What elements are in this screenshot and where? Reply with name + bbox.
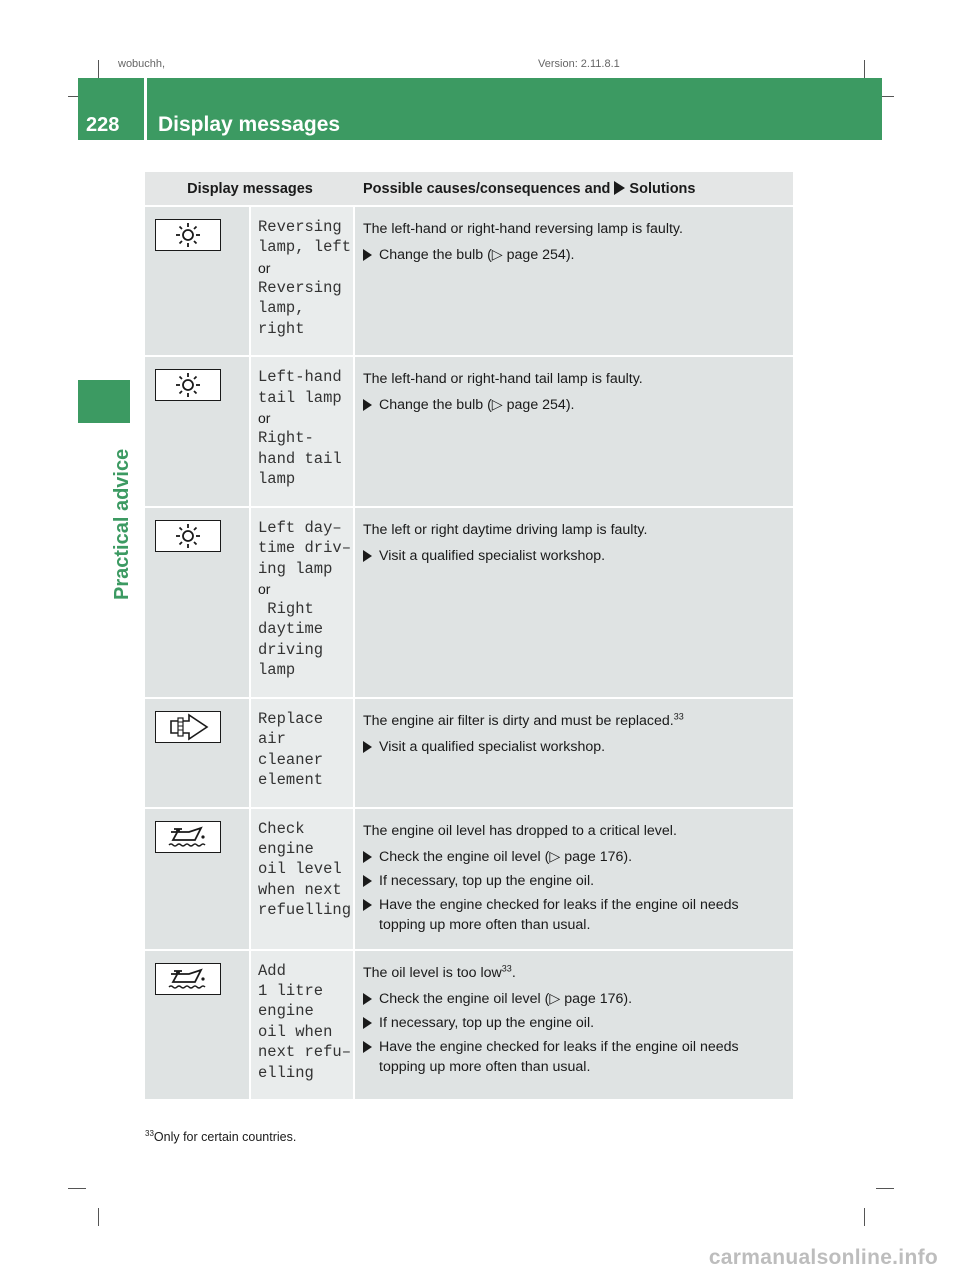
solution-step-text: Visit a qualified specialist workshop.	[379, 547, 606, 564]
solution-step	[363, 989, 785, 1009]
cause-text: The left or right daytime driving lamp is faulty.	[363, 521, 648, 538]
bulb-icon	[155, 369, 221, 401]
display-message-alt-text: Reversing lamp, right	[258, 278, 342, 338]
air-filter-icon	[155, 711, 221, 743]
display-message-text: Check engine oil level when next refuelling	[258, 819, 352, 920]
watermark: carmanualsonline.info	[708, 1246, 938, 1269]
action-arrow-icon	[363, 993, 372, 1005]
footnote-ref: 33	[501, 962, 512, 973]
solution-step	[363, 1037, 785, 1077]
cause-text: The engine air filter is dirty and must be replaced.	[363, 712, 674, 729]
solution-cell	[353, 357, 793, 505]
cause-text: The engine oil level has dropped to a critical level.	[363, 822, 677, 839]
solution-step-text: Visit a qualified specialist workshop.	[379, 738, 606, 755]
solution-step-text: Check the engine oil level (▷ page 176).	[379, 990, 633, 1007]
cause-description	[363, 963, 785, 983]
solution-step-text: If necessary, top up the engine oil.	[379, 1014, 595, 1031]
solution-step	[363, 1013, 785, 1033]
crop-mark	[68, 1188, 86, 1189]
solution-step	[363, 847, 785, 867]
solution-step-text: If necessary, top up the engine oil.	[379, 872, 595, 889]
action-arrow-icon	[363, 875, 372, 887]
message-cell	[249, 508, 353, 697]
solution-step-text: Check the engine oil level (▷ page 176).	[379, 848, 633, 865]
crop-mark	[864, 60, 865, 78]
solution-step	[363, 871, 785, 891]
or-label: or	[258, 410, 271, 427]
meta-version: Version: 2.11.8.1	[538, 58, 620, 70]
message-cell	[249, 207, 353, 355]
action-arrow-icon	[363, 851, 372, 863]
col-solutions-label: Solutions	[629, 180, 696, 197]
table-header	[145, 172, 793, 205]
message-cell	[249, 951, 353, 1099]
solution-cell	[353, 809, 793, 949]
display-message-alt-text: Right- hand tail lamp	[258, 429, 342, 489]
cause-description	[363, 711, 785, 731]
cause-description	[363, 821, 785, 841]
cause-description	[363, 219, 785, 239]
table-row	[145, 506, 793, 697]
action-arrow-icon	[363, 249, 372, 261]
display-message-alt-text: Right daytime driving lamp	[258, 600, 324, 680]
action-arrow-icon	[363, 1017, 372, 1029]
message-cell	[249, 357, 353, 505]
icon-cell	[145, 207, 249, 355]
footnote-mark: 33	[145, 1128, 154, 1138]
solution-cell	[353, 951, 793, 1099]
cause-description	[363, 369, 785, 389]
footnote-text: Only for certain countries.	[153, 1130, 297, 1144]
solution-step-text: Change the bulb (▷ page 254).	[379, 247, 575, 263]
solution-step-text: Have the engine checked for leaks if the engine oil needs topping up more often than usual.	[379, 896, 739, 933]
solution-step	[363, 395, 785, 415]
display-message-text: Left-hand tail lamp	[258, 368, 342, 407]
page-number: 228	[86, 114, 120, 136]
crop-mark	[98, 1208, 99, 1226]
solution-step	[363, 245, 785, 265]
display-message-text: Left day– time driv– ing lamp	[258, 518, 352, 578]
solution-step	[363, 546, 785, 566]
icon-cell	[145, 809, 249, 949]
action-arrow-icon	[363, 399, 372, 411]
oil-can-icon	[155, 821, 221, 853]
action-arrow-icon	[363, 741, 372, 753]
page-title: Display messages	[158, 113, 341, 136]
icon-cell	[145, 357, 249, 505]
cause-text: The oil level is too low	[363, 964, 502, 981]
crop-mark	[864, 1208, 865, 1226]
footnote	[145, 1130, 296, 1144]
side-section-label: Practical advice	[111, 448, 133, 600]
solution-cell	[353, 699, 793, 807]
solution-cell	[353, 207, 793, 355]
side-tab	[78, 380, 130, 423]
icon-cell	[145, 508, 249, 697]
message-cell	[249, 809, 353, 949]
solution-step-text: Have the engine checked for leaks if the engine oil needs topping up more often than usual.	[379, 1038, 739, 1075]
display-messages-table	[145, 172, 793, 1099]
solution-step	[363, 737, 785, 757]
display-message-text: Replace air cleaner element	[258, 709, 324, 790]
solution-cell	[353, 508, 793, 697]
icon-cell	[145, 699, 249, 807]
table-row	[145, 807, 793, 949]
bulb-icon	[155, 520, 221, 552]
col-causes-label: Possible causes/consequences and	[363, 180, 611, 197]
cause-text: The left-hand or right-hand reversing lamp is faulty.	[363, 221, 683, 237]
cause-text: The left-hand or right-hand tail lamp is faulty.	[363, 371, 643, 388]
cause-description	[363, 520, 785, 540]
solution-step	[363, 895, 785, 935]
action-arrow-icon	[363, 550, 372, 562]
action-arrow-icon	[614, 181, 625, 195]
col-display-messages: Display messages	[187, 180, 313, 197]
bulb-icon	[155, 219, 221, 251]
table-row	[145, 205, 793, 355]
oil-can-icon	[155, 963, 221, 995]
action-arrow-icon	[363, 1041, 372, 1053]
icon-cell	[145, 951, 249, 1099]
meta-left: wobuchh,	[118, 58, 166, 70]
display-message-text: Add 1 litre engine oil when next refu– elling	[258, 961, 352, 1082]
or-label: or	[258, 259, 271, 276]
action-arrow-icon	[363, 899, 372, 911]
cause-text-tail: .	[511, 964, 516, 981]
footnote-ref: 33	[673, 711, 684, 722]
crop-mark	[98, 60, 99, 78]
or-label: or	[258, 581, 271, 597]
page-header	[78, 78, 882, 140]
header-divider	[144, 78, 147, 140]
display-message-text: Reversing lamp, left	[258, 218, 352, 257]
crop-mark	[876, 1188, 894, 1189]
solution-step-text: Change the bulb (▷ page 254).	[379, 397, 575, 414]
table-row	[145, 697, 793, 807]
message-cell	[249, 699, 353, 807]
table-row	[145, 949, 793, 1099]
col-causes-solutions	[355, 181, 695, 197]
table-row	[145, 355, 793, 505]
